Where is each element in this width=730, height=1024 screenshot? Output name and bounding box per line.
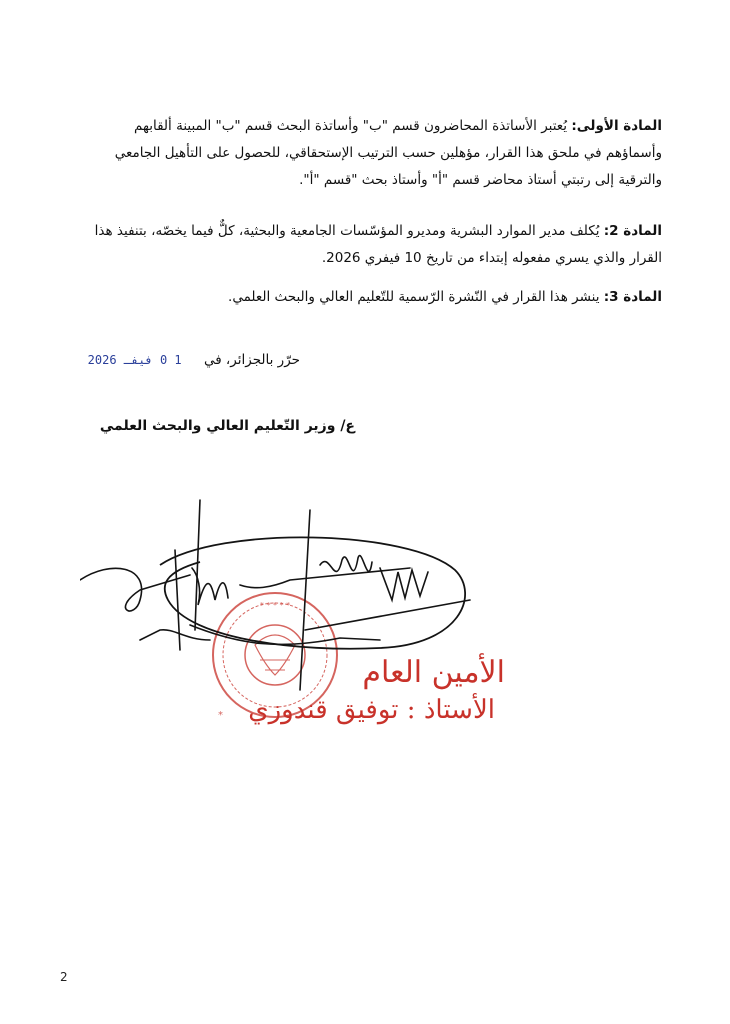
minister-title-text: وزير التّعليم العالي والبحث العلمي: [99, 418, 336, 434]
svg-text:*: *: [218, 710, 223, 721]
page-number: 2: [60, 970, 68, 984]
issued-at-label: حرّر بالجزائر، في: [203, 352, 300, 368]
article-1-line-2: وأسماؤهم في ملحق هذا القرار، مؤهلين حسب الترتيب الإستحقاقي، للحصول على التأهيل الجامعي: [114, 145, 662, 161]
article-2-line-2: القرار والذي يسري مفعوله إبتداء من تاريخ 10 فيفري 2026.: [321, 250, 662, 266]
article-1: [62, 113, 662, 194]
svg-text:* * * * *: * * * * *: [259, 601, 291, 610]
article-1-line-1: المادة الأولى: يُعتبر الأساتذة المحاضرون قسم "ب" وأساتذة البحث قسم "ب" المبينة ألقابهم: [134, 118, 662, 134]
article-1-line-3: والترقية إلى رتبتي أستاذ محاضر قسم "أ" وأستاذ بحث "قسم "أ".: [299, 172, 662, 188]
article-3-label: المادة 3:: [603, 289, 662, 305]
minister-prefix: ع/: [340, 418, 355, 434]
article-2-label: المادة 2:: [603, 223, 662, 239]
seal-title: الأمين العام: [362, 655, 505, 690]
article-1-label: المادة الأولى:: [571, 118, 662, 134]
article-2: [62, 218, 662, 272]
seal-name: الأستاذ : توفيق قندوزي: [248, 695, 495, 725]
date-stamp: 1 0 فيفـ 2026: [87, 353, 182, 367]
article-3: [62, 284, 662, 311]
minister-title: [100, 418, 355, 434]
article-3-line-1: المادة 3: ينشر هذا القرار في النّشرة الرّسمية للتّعليم العالي والبحث العلمي.: [228, 289, 662, 305]
issued-at-line: [88, 352, 300, 368]
article-2-line-1: المادة 2: يُكلف مدير الموارد البشرية ومديرو المؤسّسات الجامعية والبحثية، كلٌّ فيما يخصّه، بتنفيذ هذا: [94, 223, 662, 239]
